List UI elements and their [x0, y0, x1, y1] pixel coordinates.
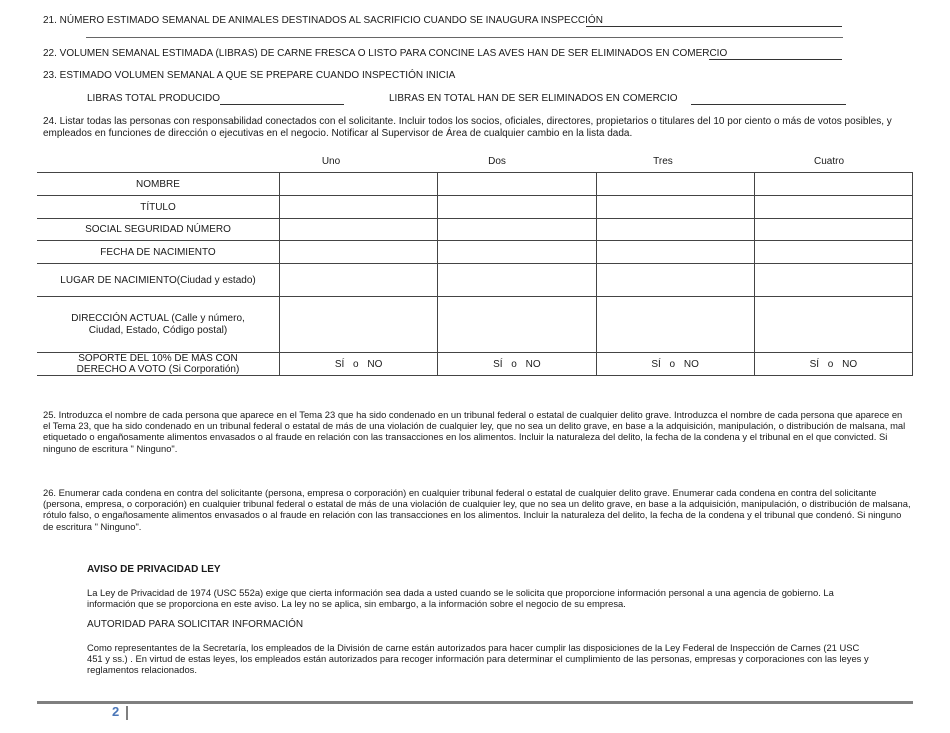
question-22-label: 22. VOLUMEN SEMANAL ESTIMADA (LIBRAS) DE CARNE FRESCA O LISTO PARA CONCINE LAS AVES HAN DE SER ELIMINADOS EN COMERCIO — [43, 48, 728, 59]
table-row — [37, 173, 913, 196]
table-cell[interactable] — [280, 297, 438, 353]
table-cell[interactable] — [754, 196, 912, 219]
question-23-eliminated-label: LIBRAS EN TOTAL HAN DE SER ELIMINADOS EN COMERCIO — [389, 93, 678, 104]
row-label-direccion: DIRECCIÓN ACTUAL (Calle y número, Ciudad, Estado, Código postal) — [37, 297, 280, 353]
row-label-nombre: NOMBRE — [37, 173, 280, 196]
table-cell[interactable] — [438, 297, 596, 353]
table-cell[interactable] — [438, 196, 596, 219]
row-label-titulo: TÍTULO — [37, 196, 280, 219]
page-number-divider — [126, 706, 128, 720]
table-row — [37, 219, 913, 241]
question-25-text: 25. Introduzca el nombre de cada persona que aparece en el Tema 23 que ha sido condenado en un tribunal federal o estatal de cualquier delito grave. Introduzca el nombre de cada persona que aparece en el Tema 23, que ha sido condenado en un tribunal federal o estatal de más de una violación de cualquier ley, que no sea un delito grave, en base a la adquisición, manipulación, o distribución de malsana, mal etiquetado o engañosamente alimentos envasados o al fraude en relación con las transacciones en los alimentos. Incluir la naturaleza del delito, la fecha de la condena y el tribunal en el que convicted. Si ninguno de escritura " Ninguno". — [43, 409, 906, 454]
table-cell[interactable] — [438, 219, 596, 241]
row-label-fecha-nacimiento: FECHA DE NACIMIENTO — [37, 241, 280, 264]
row-label-lugar-nacimiento: LUGAR DE NACIMIENTO(Ciudad y estado) — [37, 264, 280, 297]
table-cell[interactable] — [280, 196, 438, 219]
question-26-text: 26. Enumerar cada condena en contra del solicitante (persona, empresa o corporación) en cualquier tribunal federal o estatal de cualquier delito grave. Enumerar cada condena en contra del solicitante (persona, empresa, o corporación) en cualquier tribunal federal o estatal de más de una violación de cualquier ley, que no sea un delito grave, en base a la adquisición, manipulación, o distribución de malsana, rótulo falso, o engañosamente alimentos envasados o al fraude en relación con las transacciones en los alimentos. Incluir la naturaleza del delito, la fecha de la condena y el tribunal que condenó. Si ninguno de escritura " Ninguno". — [43, 487, 911, 532]
table-cell[interactable] — [280, 173, 438, 196]
page-number: 2 — [112, 704, 120, 719]
question-22-answer-line[interactable] — [709, 59, 842, 60]
table-cell[interactable] — [596, 219, 754, 241]
table-cell[interactable] — [596, 264, 754, 297]
table-cell[interactable] — [596, 173, 754, 196]
question-23-produced-line[interactable] — [220, 104, 344, 105]
yes-no-choice[interactable]: SÍ o NO — [754, 353, 912, 376]
authority-paragraph: Como representantes de la Secretaría, los empleados de la División de carne están autorizados para hacer cumplir las disposiciones de la Ley Federal de Inspección de Carnes (21 USC 451 y ss.) . En virtud de estas leyes, los empleados están autorizados para recoger información para determinar el cumplimiento de las personas, empresas y corporaciones con las leyes y reglamentos relacionados. — [87, 642, 869, 676]
question-21-answer-line-2[interactable] — [86, 37, 843, 38]
privacy-paragraph: La Ley de Privacidad de 1974 (USC 552a) exige que cierta información sea dada a usted cuando se le solicita que proporcione información personal a una agencia de gobierno. La información que se proporciona en este aviso. La ley no se aplica, sin embargo, a la información sobre el negocio de su empresa. — [87, 587, 834, 610]
authority-heading: AUTORIDAD PARA SOLICITAR INFORMACIÓN — [87, 619, 304, 630]
table-cell[interactable] — [754, 241, 912, 264]
table-cell[interactable] — [438, 241, 596, 264]
column-header-tres: Tres — [653, 156, 673, 167]
table-cell[interactable] — [754, 297, 912, 353]
yes-no-choice[interactable]: SÍ o NO — [280, 353, 438, 376]
table-cell[interactable] — [438, 264, 596, 297]
persons-table — [37, 172, 913, 376]
table-cell[interactable] — [280, 219, 438, 241]
privacy-heading: AVISO DE PRIVACIDAD LEY — [87, 564, 221, 575]
question-21-answer-line[interactable] — [586, 26, 842, 27]
column-header-cuatro: Cuatro — [813, 156, 844, 167]
row-label-soporte-voto: SOPORTE DEL 10% DE MÁS CON DERECHO A VOTO (Si Corporatión) — [37, 353, 280, 376]
row-label-seguridad-social: SOCIAL SEGURIDAD NÚMERO — [37, 219, 280, 241]
table-cell[interactable] — [280, 241, 438, 264]
question-23-eliminated-line[interactable] — [691, 104, 846, 105]
table-cell[interactable] — [754, 173, 912, 196]
yes-no-choice[interactable]: SÍ o NO — [438, 353, 596, 376]
table-cell[interactable] — [280, 264, 438, 297]
question-21-label: 21. NÚMERO ESTIMADO SEMANAL DE ANIMALES DESTINADOS AL SACRIFICIO CUANDO SE INAUGURA INSPECCIÓN — [43, 15, 603, 26]
table-cell[interactable] — [438, 173, 596, 196]
question-24-label: 24. Listar todas las personas con responsabilidad conectados con el solicitante. Incluir todos los socios, oficiales, directores, propietarios o titulares del 10 por ciento o más de votos posibles, y empleados en funciones de dirección o ejecutivas en el negocio. Notificar al Supervisor de Área de cualquier cambio en la lista dada. — [43, 116, 892, 139]
table-row — [37, 196, 913, 219]
table-cell[interactable] — [754, 264, 912, 297]
table-row — [37, 241, 913, 264]
column-header-uno: Uno — [321, 156, 341, 167]
table-cell[interactable] — [754, 219, 912, 241]
table-row — [37, 353, 913, 376]
question-23-produced-label: LIBRAS TOTAL PRODUCIDO — [87, 93, 220, 104]
question-23-label: 23. ESTIMADO VOLUMEN SEMANAL A QUE SE PREPARE CUANDO INSPECTIÓN INICIA — [43, 70, 456, 81]
footer-rule — [37, 701, 913, 704]
yes-no-choice[interactable]: SÍ o NO — [596, 353, 754, 376]
table-cell[interactable] — [596, 241, 754, 264]
table-row — [37, 264, 913, 297]
table-cell[interactable] — [596, 196, 754, 219]
table-cell[interactable] — [596, 297, 754, 353]
table-row — [37, 297, 913, 353]
column-header-dos: Dos — [488, 156, 506, 167]
